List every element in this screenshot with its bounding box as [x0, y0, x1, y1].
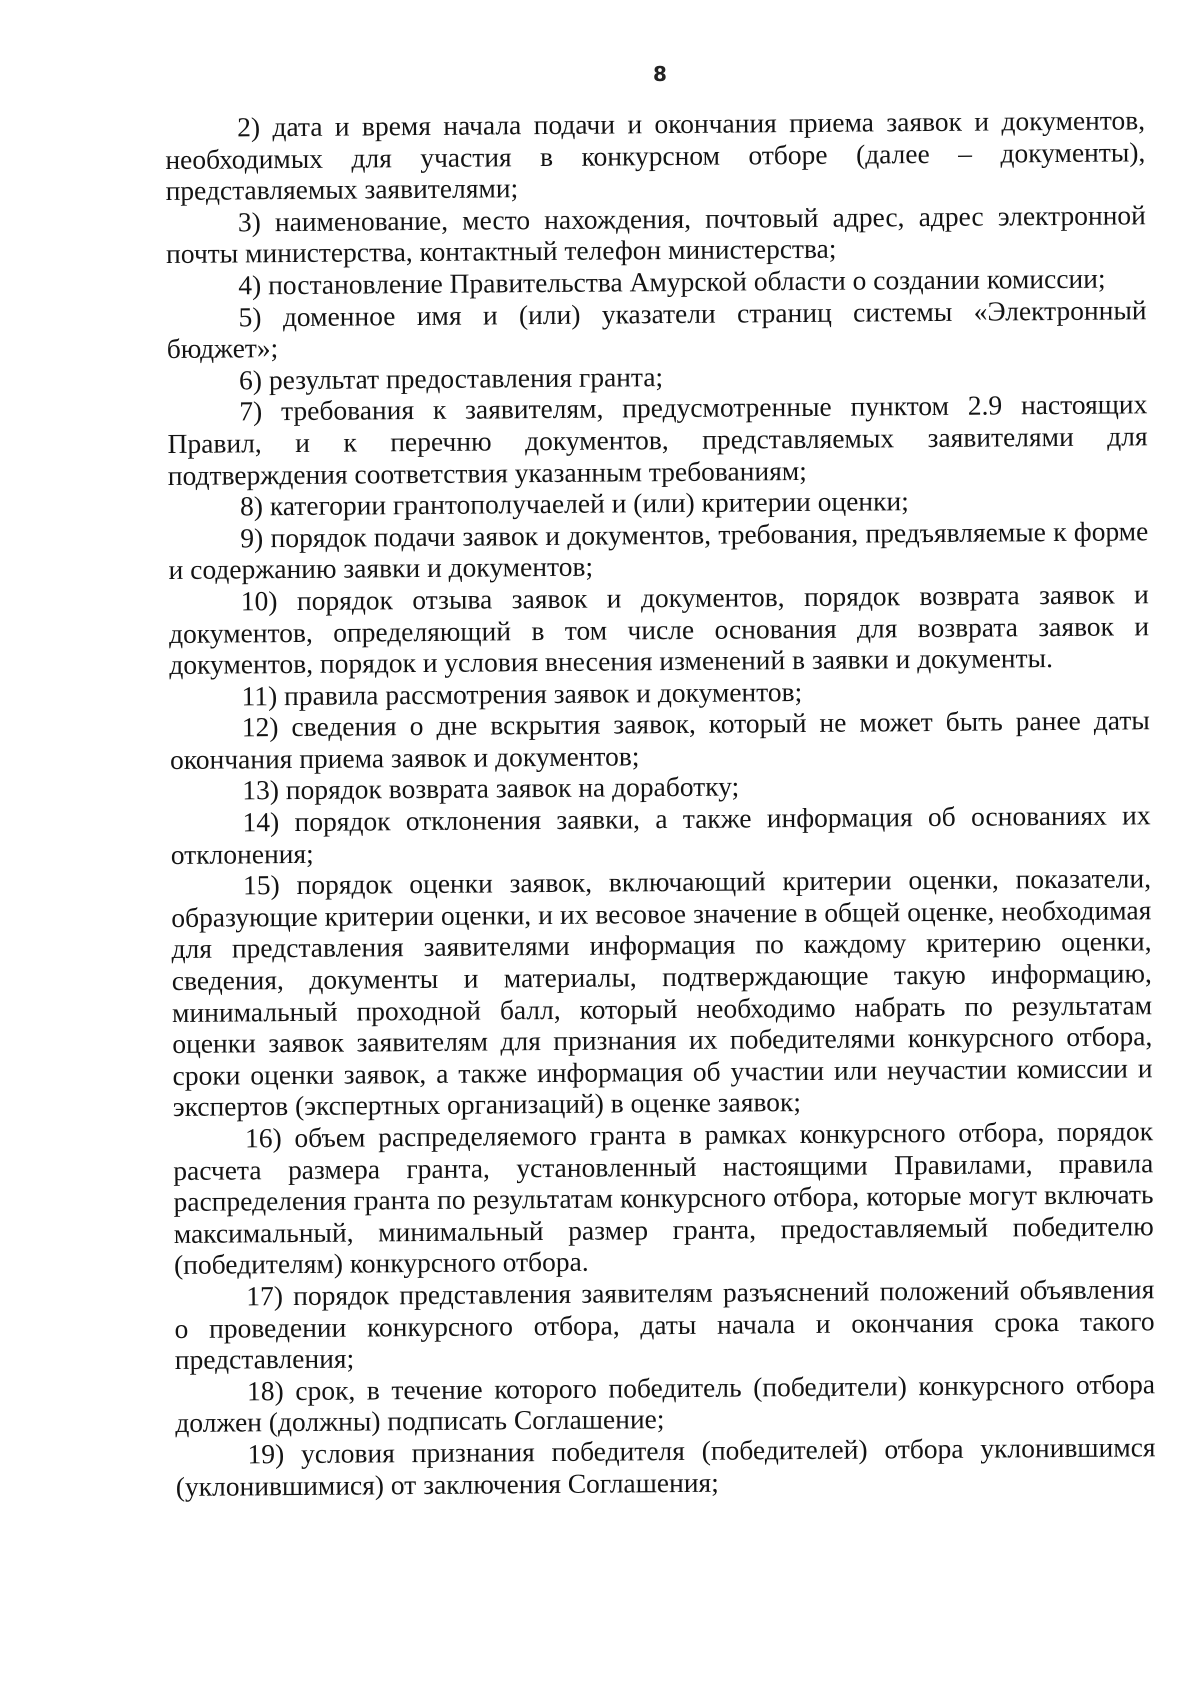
document-body — [165, 104, 1156, 1502]
list-item-3: 3) наименование, место нахождения, почтовый адрес, адрес электронной почты министерства, контактный телефон министерства; — [165, 199, 1146, 270]
list-item-8: 8) категории грантополучаелей и (или) критерии оценки; — [239, 485, 909, 522]
list-item-14: 14) порядок отклонения заявки, а также информация об основаниях их отклонения; — [170, 799, 1151, 870]
list-item-15: 15) порядок оценки заявок, включающий критерии оценки, показатели, образующие критерии оценки, и их весовое значение в общей оценке, необходимая для представления заявителями информация по каждому критерию оценки, сведения, документы и материалы, подтверждающие такую информацию, минимальный проходной балл, который необходимо набрать по результатам оценки заявок заявителям для признания их победителями конкурсного отбора, сроки оценки заявок, а также информация об участии или неучастии комиссии и экспертов (экспертных организаций) в оценке заявок; — [171, 862, 1153, 1123]
list-item-7: 7) требования к заявителям, предусмотренные пунктом 2.9 настоящих Правил, и к перечню документов, представляемых заявителями для подтверждения соответствия указанным требованиям; — [167, 388, 1148, 491]
list-item-9: 9) порядок подачи заявок и документов, требования, предъявляемые к форме и содержанию заявки и документов; — [168, 515, 1149, 586]
list-item-4: 4) постановление Правительства Амурской области о создании комиссии; — [238, 262, 1106, 301]
list-item-13: 13) порядок возврата заявок на доработку; — [242, 770, 740, 806]
list-item-17: 17) порядок представления заявителям разъяснений положений объявления о проведении конкурсного отбора, даты начала и окончания срока такого представления; — [174, 1273, 1155, 1376]
list-item-19: 19) условия признания победителя (победителей) отбора уклонившимся (уклонившимися) от заключения Соглашения; — [175, 1431, 1156, 1502]
list-item-12: 12) сведения о дне вскрытия заявок, который не может быть ранее даты окончания приема заявок и документов; — [169, 704, 1150, 775]
list-item-16: 16) объем распределяемого гранта в рамках конкурсного отбора, порядок расчета размера гранта, установленный настоящими Правилами, правила распределения гранта по результатам конкурсного отбора, которые могут включать максимальный, минимальный размер гранта, предоставляемый победителю (победителям) конкурсного отбора. — [173, 1115, 1154, 1281]
list-item-6: 6) результат предоставления гранта; — [238, 360, 664, 396]
list-item-2: 2) дата и время начала подачи и окончания приема заявок и документов, необходимых для участия в конкурсном отборе (далее – документы), представляемых заявителями; — [165, 104, 1146, 207]
list-item-11: 11) правила рассмотрения заявок и документов; — [241, 675, 803, 712]
page-number: 8 — [653, 62, 667, 86]
list-item-18: 18) срок, в течение которого победитель (победители) конкурсного отбора должен (должны) подписать Соглашение; — [175, 1368, 1156, 1439]
list-item-5: 5) доменное имя и (или) указатели страниц системы «Электронный бюджет»; — [166, 293, 1147, 365]
list-item-10: 10) порядок отзыва заявок и документов, порядок возврата заявок и документов, определяющий в том числе основания для возврата заявок и документов, порядок и условия внесения изменений в заявки и документы. — [168, 578, 1150, 681]
